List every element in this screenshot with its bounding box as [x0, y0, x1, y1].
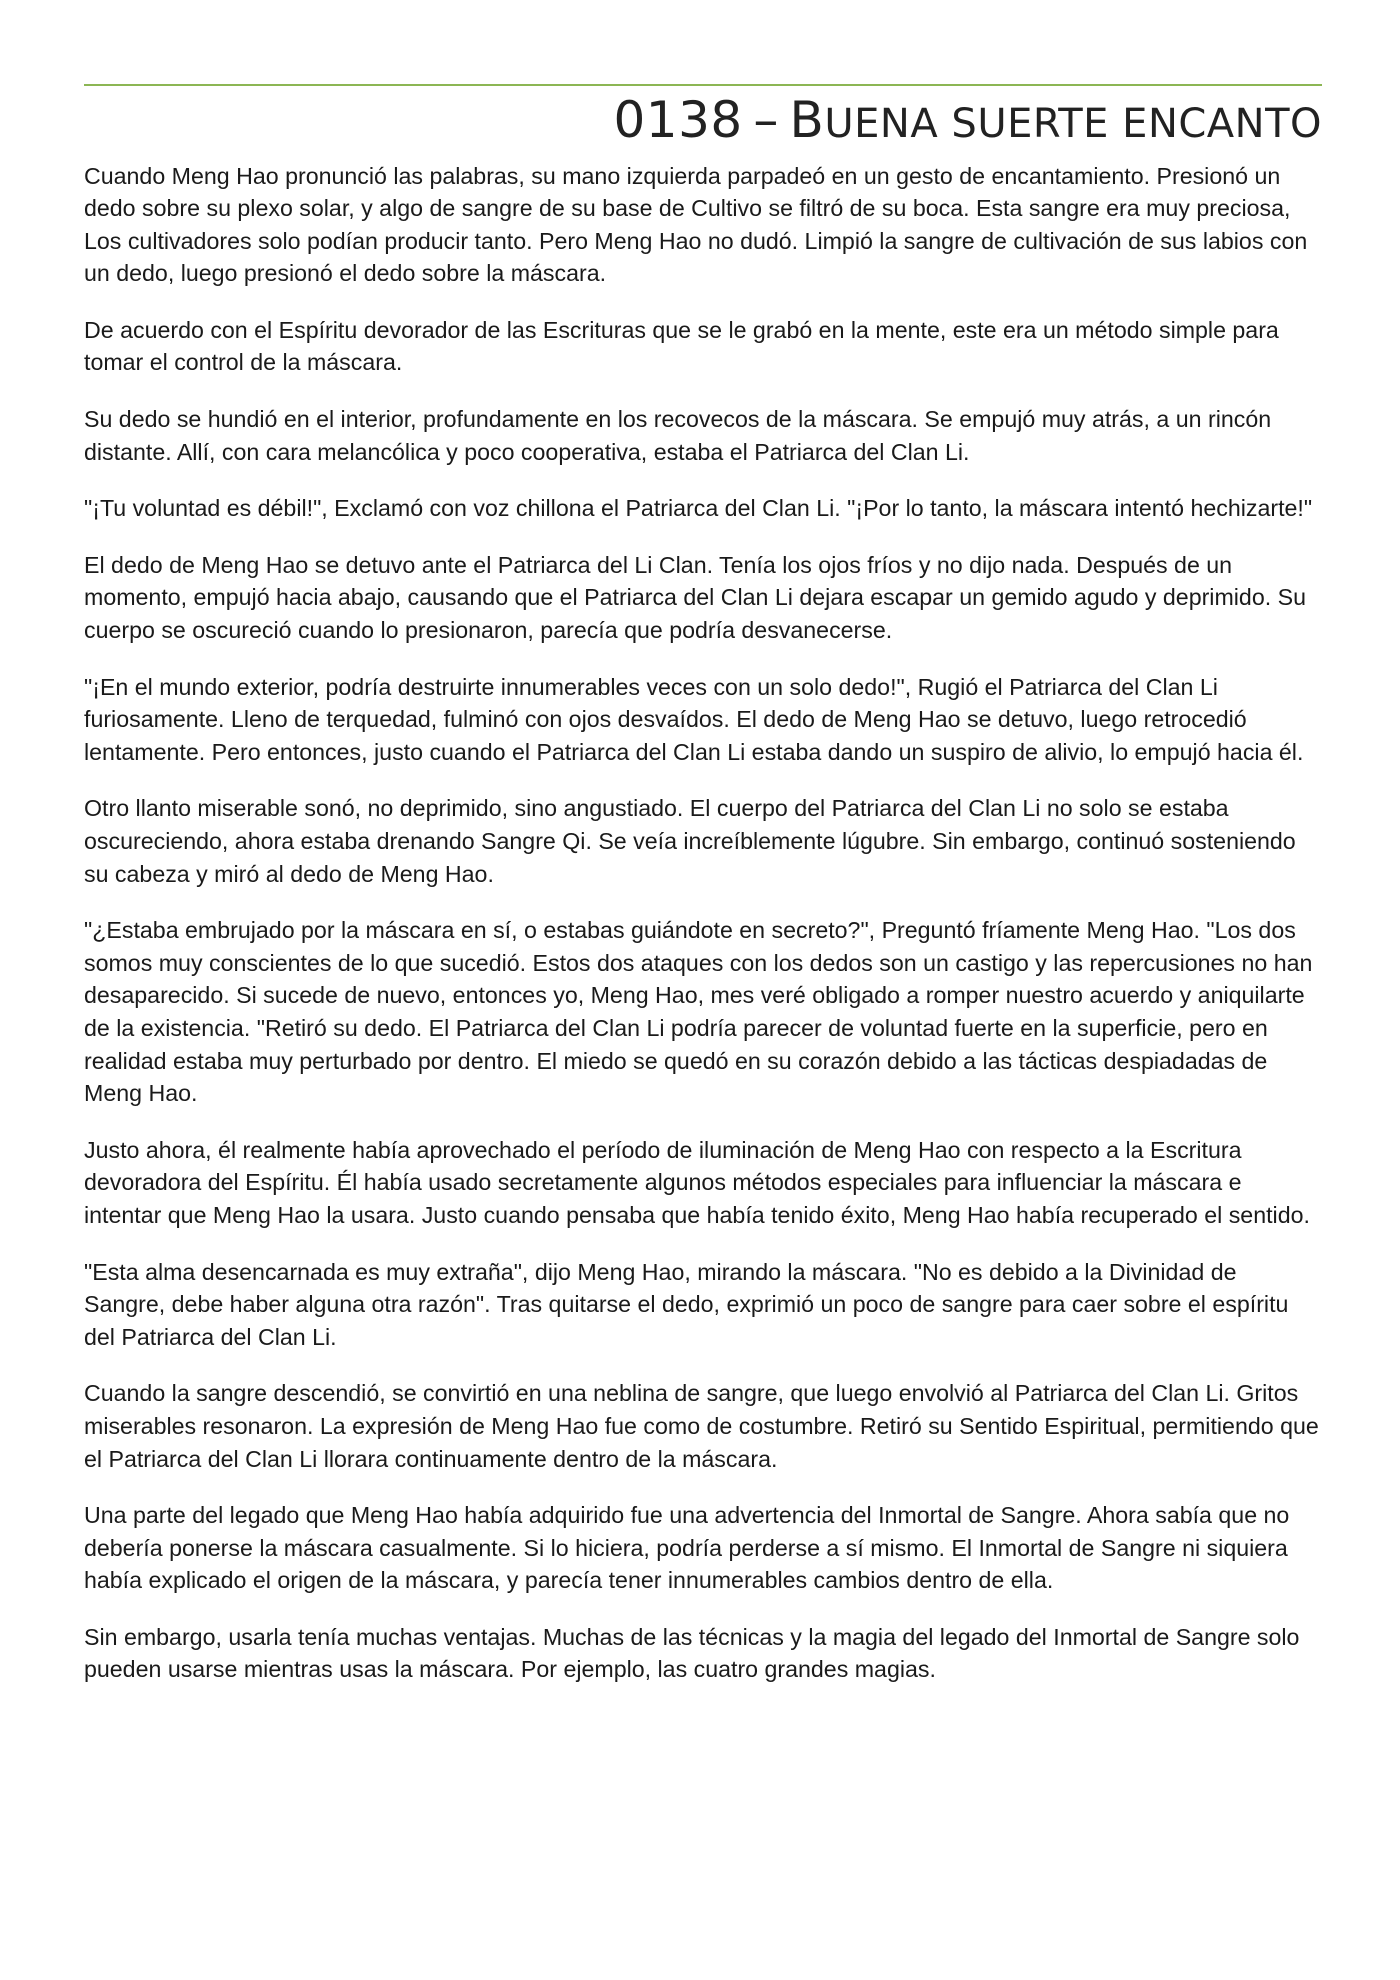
paragraph-4: "¡Tu voluntad es débil!", Exclamó con voz chillona el Patriarca del Clan Li. "¡Por lo tanto, la máscara intentó hechizarte!"	[84, 495, 1313, 522]
title-dash: –	[753, 91, 779, 149]
paragraph-13: Sin embargo, usarla tenía muchas ventajas. Muchas de las técnicas y la magia del legado del Inmortal de Sangre solo pueden usarse mientras usas la máscara. Por ejemplo, las cuatro grandes magias.	[84, 1623, 1300, 1683]
title-word-3: ENCANTO	[1122, 101, 1322, 147]
paragraph-1: Cuando Meng Hao pronunció las palabras, su mano izquierda parpadeó en un gesto de encantamiento. Presionó un dedo sobre su plexo solar, y algo de sangre de su base de Cultivo se filtró de su boca. Esta sangre era muy preciosa, Los cultivadores solo podían producir tanto. Pero Meng Hao no dudó. Limpió la sangre de cultivación de sus labios con un dedo, luego presionó el dedo sobre la máscara.	[84, 162, 1308, 287]
title-word-2: SUERTE	[951, 101, 1123, 147]
paragraph-10: "Esta alma desencarnada es muy extraña", dijo Meng Hao, mirando la máscara. "No es debido a la Divinidad de Sangre, debe haber alguna otra razón". Tras quitarse el dedo, exprimió un poco de sangre para caer sobre el espíritu del Patriarca del Clan Li.	[84, 1258, 1289, 1350]
paragraph-3: Su dedo se hundió en el interior, profundamente en los recovecos de la máscara. Se empujó muy atrás, a un rincón distante. Allí, con cara melancólica y poco cooperativa, estaba el Patriarca del Clan Li.	[84, 406, 1272, 465]
paragraph-2: De acuerdo con el Espíritu devorador de las Escrituras que se le grabó en la mente, este era un método simple para tomar el control de la máscara.	[84, 316, 1279, 376]
paragraph-6: "¡En el mundo exterior, podría destruirte innumerables veces con un solo dedo!", Rugió el Patriarca del Clan Li furiosamente. Lleno de terquedad, fulminó con ojos desvaídos. El dedo de Meng Hao se detuvo, luego retrocedió lentamente. Pero entonces, justo cuando el Patriarca del Clan Li estaba dando un suspiro de alivio, lo empujó hacia él.	[84, 673, 1304, 765]
document-page	[84, 84, 1322, 1710]
title-initial: B	[789, 91, 825, 149]
chapter-body	[84, 160, 1322, 1687]
title-word-1: UENA	[824, 101, 952, 147]
paragraph-8: "¿Estaba embrujado por la máscara en sí, o estabas guiándote en secreto?", Preguntó fríamente Meng Hao. "Los dos somos muy conscientes de lo que sucedió. Estos dos ataques con los dedos son un castigo y las repercusiones no han desaparecido. Si sucede de nuevo, entonces yo, Meng Hao, mes veré obligado a romper nuestro acuerdo y aniquilarte de la existencia. "Retiró su dedo. El Patriarca del Clan Li podría parecer de voluntad fuerte en la superficie, pero en realidad estaba muy perturbado por dentro. El miedo se quedó en su corazón debido a las tácticas despiadadas de Meng Hao.	[84, 917, 1313, 1107]
paragraph-7: Otro llanto miserable sonó, no deprimido, sino angustiado. El cuerpo del Patriarca del Clan Li no solo se estaba oscureciendo, ahora estaba drenando Sangre Qi. Se veía increíblemente lúgubre. Sin embargo, continuó sosteniendo su cabeza y miró al dedo de Meng Hao.	[84, 795, 1296, 887]
paragraph-5: El dedo de Meng Hao se detuvo ante el Patriarca del Li Clan. Tenía los ojos fríos y no dijo nada. Después de un momento, empujó hacia abajo, causando que el Patriarca del Clan Li dejara escapar un gemido agudo y deprimido. Su cuerpo se oscureció cuando lo presionaron, parecía que podría desvanecerse.	[84, 551, 1306, 644]
chapter-number: 0138	[613, 91, 743, 149]
paragraph-11: Cuando la sangre descendió, se convirtió en una neblina de sangre, que luego envolvió al Patriarca del Clan Li. Gritos miserables resonaron. La expresión de Meng Hao fue como de costumbre. Retiró su Sentido Espiritual, permitiendo que el Patriarca del Clan Li llorara continuamente dentro de la máscara.	[84, 1380, 1319, 1472]
chapter-title	[84, 92, 1322, 150]
header-rule	[84, 84, 1322, 86]
paragraph-12: Una parte del legado que Meng Hao había adquirido fue una advertencia del Inmortal de Sangre. Ahora sabía que no debería ponerse la máscara casualmente. Si lo hiciera, podría perderse a sí mismo. El Inmortal de Sangre ni siquiera había explicado el origen de la máscara, y parecía tener innumerables cambios dentro de ella.	[84, 1502, 1290, 1594]
paragraph-9: Justo ahora, él realmente había aprovechado el período de iluminación de Meng Hao con respecto a la Escritura devoradora del Espíritu. Él había usado secretamente algunos métodos especiales para influenciar la máscara e intentar que Meng Hao la usara. Justo cuando pensaba que había tenido éxito, Meng Hao había recuperado el sentido.	[84, 1136, 1310, 1228]
